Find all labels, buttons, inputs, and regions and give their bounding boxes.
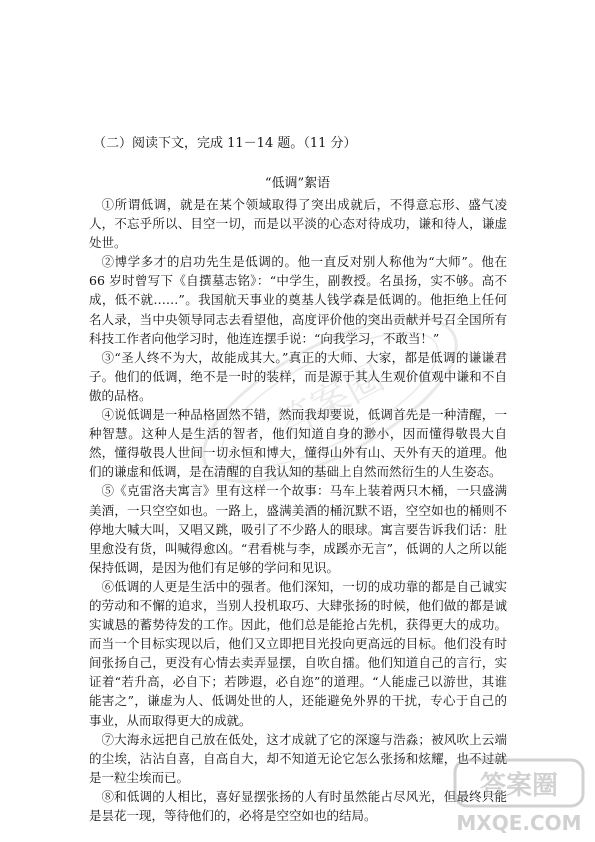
paragraph-7: ⑦大海永远把自己放在低处，这才成就了它的深邃与浩淼；被风吹上云端的尘埃，沾沾自喜，自高自大，却不知道无论它怎么张扬和炫耀，也不过就是一粒尘埃而已。	[89, 731, 507, 785]
article-title: “低调”絮语	[264, 176, 331, 191]
paragraph-5: ⑤《克雷洛夫寓言》里有这样一个故事：马车上装着两只木桶，一只盛满美酒，一只空空如也。一路上，盛满美酒的桶沉默不语，空空如也的桶则不停地大喊大叫，又唱又跳，吸引了不少路人的眼球。寓言要告诉我们话：肚里愈没有货，叫喊得愈凶。“君看桃与李，成蹊亦无言”，低调的人之所以能保持低调，是因为他们有足够的学问和见识。	[89, 483, 507, 575]
watermark-text: 答案圈	[269, 354, 392, 448]
paragraph-3: ③“圣人终不为大，故能成其大。”真正的大师、大家，都是低调的谦谦君子。他们的低调，绝不是一时的装样，而是源于其人生观价值观中谦和不自傲的品格。	[89, 349, 507, 403]
corner-logo-text: 答案圈	[479, 771, 559, 801]
paragraph-4: ④说低调是一种品格固然不错，然而我却要说，低调首先是一种清醒，一种智慧。这种人是生活的智者，他们知道自身的渺小，因而懂得敬畏大自然，懂得敬畏人世间一切永恒和博大，懂得山外有山、天外有天的道理。他们的谦虚和低调，是在清醒的自我认知的基础上自然而然衍生的人生姿态。	[89, 407, 507, 480]
paragraph-2: ②博学多才的启功先生是低调的。他一直反对别人称他为“大师”。他在 66 岁时曾写下《自撰墓志铭》：“中学生，副教授。名虽扬，实不够。高不成，低不就……”。我国航天事业的奠基人钱学森是低调的。他拒绝上任何名人录，当中央领导同志去看望他，高度评价他的突出贡献并号召全国所有科技工作者向他学习时，他连连摆手说：“向我学习，不敢当！”	[89, 254, 507, 346]
corner-logo-url: MXQE.COM	[456, 811, 582, 835]
paragraph-6: ⑥低调的人更是生活中的强者。他们深知，一切的成功靠的都是自己诚实的劳动和不懈的追求，当别人投机取巧、大肆张扬的时候，他们做的都是诚实诚恳的蓄势待发的工作。因此，他们总是能抢占先机，获得更大的成功。而当一个目标实现以后，他们又立即把目光投向更高远的目标。他们没有时间张扬自己，更没有心情去卖弄显摆，自吹自擂。他们知道自己的言行，实证着“若升高，必自下；若陟遐，必自迩”的道理。“人能虚己以游世，其谁能害之”，谦虚为人、低调处世的人，还能避免外界的干扰，专心于自己的事业，从而取得更大的成就。	[89, 578, 507, 728]
section-header: （二）阅读下文，完成 11－14 题。（11 分）	[93, 136, 357, 151]
corner-logo	[449, 754, 589, 838]
paragraph-1: ①所谓低调，就是在某个领域取得了突出成就后，不得意忘形、盛气凌人，不忘乎所以、目空一切，而是以平淡的心态对待成功，谦和待人，谦虚处世。	[89, 197, 507, 251]
article-body	[89, 195, 507, 825]
paragraph-8: ⑧和低调的人相比，喜好显摆张扬的人有时虽然能占尽风光，但最终只能是昙花一现，等待他们的，必将是空空如也的结局。	[89, 788, 507, 823]
